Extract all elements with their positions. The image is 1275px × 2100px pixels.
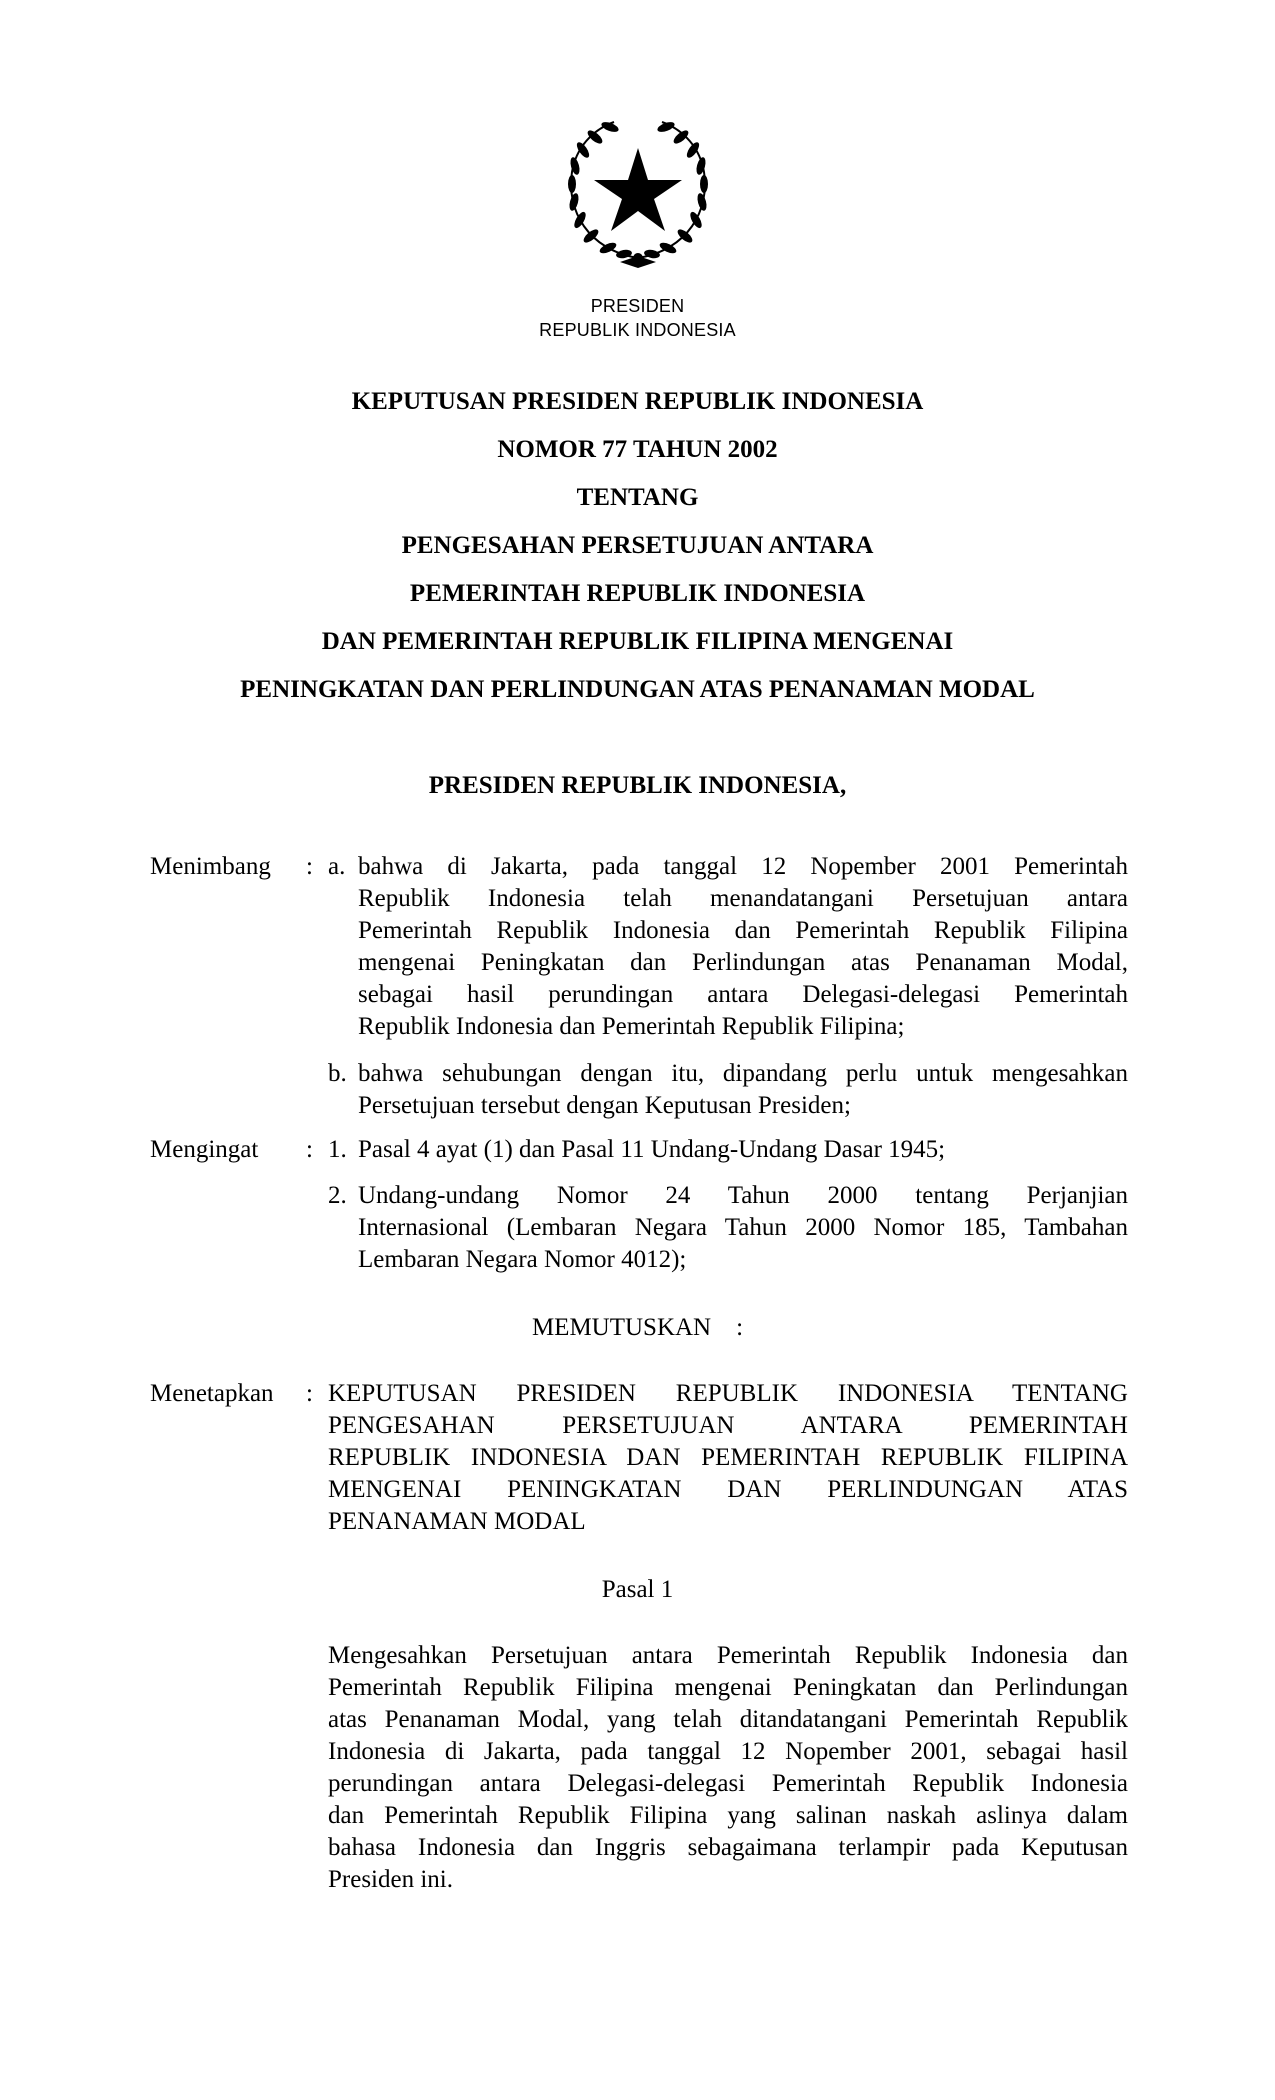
text-line: Mengesahkan Persetujuan antara Pemerintah Republik Indonesia dan xyxy=(328,1642,1128,1669)
state-emblem-icon xyxy=(558,110,718,270)
mengingat-label: Mengingat xyxy=(150,1136,259,1163)
text-line: Indonesia di Jakarta, pada tanggal 12 Nopember 2001, sebagai hasil xyxy=(328,1738,1128,1765)
text-line: KEPUTUSAN PRESIDEN REPUBLIK INDONESIA TENTANG xyxy=(328,1380,1128,1407)
text-line: dan Pemerintah Republik Filipina yang salinan naskah aslinya dalam xyxy=(328,1802,1128,1829)
menimbang-item-a xyxy=(358,851,1128,1043)
text-line: mengenai Peningkatan dan Perlindungan atas Penanaman Modal, xyxy=(358,949,1128,976)
text-line: MENGENAI PENINGKATAN DAN PERLINDUNGAN ATAS xyxy=(328,1476,1128,1503)
text-line: Pemerintah Republik Indonesia dan Pemerintah Republik Filipina xyxy=(358,917,1128,944)
text-line: bahwa sehubungan dengan itu, dipandang perlu untuk mengesahkan xyxy=(358,1060,1128,1087)
menimbang-item-b xyxy=(358,1058,1128,1122)
text-line: Presiden ini. xyxy=(328,1866,453,1893)
text-line: Lembaran Negara Nomor 4012); xyxy=(358,1246,687,1273)
text-line: Pasal 4 ayat (1) dan Pasal 11 Undang-Undang Dasar 1945; xyxy=(358,1136,946,1163)
text-line: sebagai hasil perundingan antara Delegasi-delegasi Pemerintah xyxy=(358,981,1128,1008)
text-line: REPUBLIK INDONESIA DAN PEMERINTAH REPUBLIK FILIPINA xyxy=(328,1444,1128,1471)
text-line: bahwa di Jakarta, pada tanggal 12 Nopember 2001 Pemerintah xyxy=(358,853,1128,880)
text-line: Persetujuan tersebut dengan Keputusan Presiden; xyxy=(358,1092,851,1119)
text-line: Republik Indonesia telah menandatangani Persetujuan antara xyxy=(358,885,1128,912)
text-line: Undang-undang Nomor 24 Tahun 2000 tentang Perjanjian xyxy=(358,1182,1128,1209)
memutuskan-heading: MEMUTUSKAN : xyxy=(531,1314,744,1341)
text-line: PENGESAHAN PERSETUJUAN ANTARA PEMERINTAH xyxy=(328,1412,1128,1439)
menimbang-colon: : xyxy=(306,853,313,880)
decree-title-line1: KEPUTUSAN PRESIDEN REPUBLIK INDONESIA xyxy=(351,388,924,415)
office-label-line2: REPUBLIK INDONESIA xyxy=(539,320,736,340)
text-line: perundingan antara Delegasi-delegasi Pemerintah Republik Indonesia xyxy=(328,1770,1128,1797)
issuer-heading: PRESIDEN REPUBLIK INDONESIA, xyxy=(428,772,847,799)
menimbang-label: Menimbang xyxy=(150,853,271,880)
decree-subject-line1: PENGESAHAN PERSETUJUAN ANTARA xyxy=(401,532,874,559)
menetapkan-colon: : xyxy=(306,1380,313,1407)
menetapkan-text xyxy=(328,1378,1128,1538)
decree-subject-line3: DAN PEMERINTAH REPUBLIK FILIPINA MENGENAI xyxy=(321,628,954,655)
menetapkan-label: Menetapkan xyxy=(150,1380,274,1407)
mengingat-marker-1: 1. xyxy=(328,1136,347,1163)
decree-tentang: TENTANG xyxy=(576,484,699,511)
text-line: Internasional (Lembaran Negara Tahun 2000 Nomor 185, Tambahan xyxy=(358,1214,1128,1241)
text-line: atas Penanaman Modal, yang telah ditandatangani Pemerintah Republik xyxy=(328,1706,1128,1733)
mengingat-colon: : xyxy=(306,1136,313,1163)
menimbang-marker-a: a. xyxy=(328,853,346,880)
decree-subject-line4: PENINGKATAN DAN PERLINDUNGAN ATAS PENANAMAN MODAL xyxy=(240,676,1035,703)
pasal-1-heading: Pasal 1 xyxy=(601,1576,674,1603)
menimbang-marker-b: b. xyxy=(328,1060,347,1087)
pasal-1-body xyxy=(328,1640,1128,1896)
mengingat-marker-2: 2. xyxy=(328,1182,347,1209)
text-line: PENANAMAN MODAL xyxy=(328,1508,586,1535)
text-line: Republik Indonesia dan Pemerintah Republik Filipina; xyxy=(358,1013,905,1040)
text-line: bahasa Indonesia dan Inggris sebagaimana terlampir pada Keputusan xyxy=(328,1834,1128,1861)
text-line: Pemerintah Republik Filipina mengenai Peningkatan dan Perlindungan xyxy=(328,1674,1128,1701)
office-label-line1: PRESIDEN xyxy=(590,296,685,316)
decree-number: NOMOR 77 TAHUN 2002 xyxy=(497,436,778,463)
mengingat-item-2 xyxy=(358,1180,1128,1276)
mengingat-item-1 xyxy=(358,1134,1128,1166)
decree-subject-line2: PEMERINTAH REPUBLIK INDONESIA xyxy=(409,580,866,607)
